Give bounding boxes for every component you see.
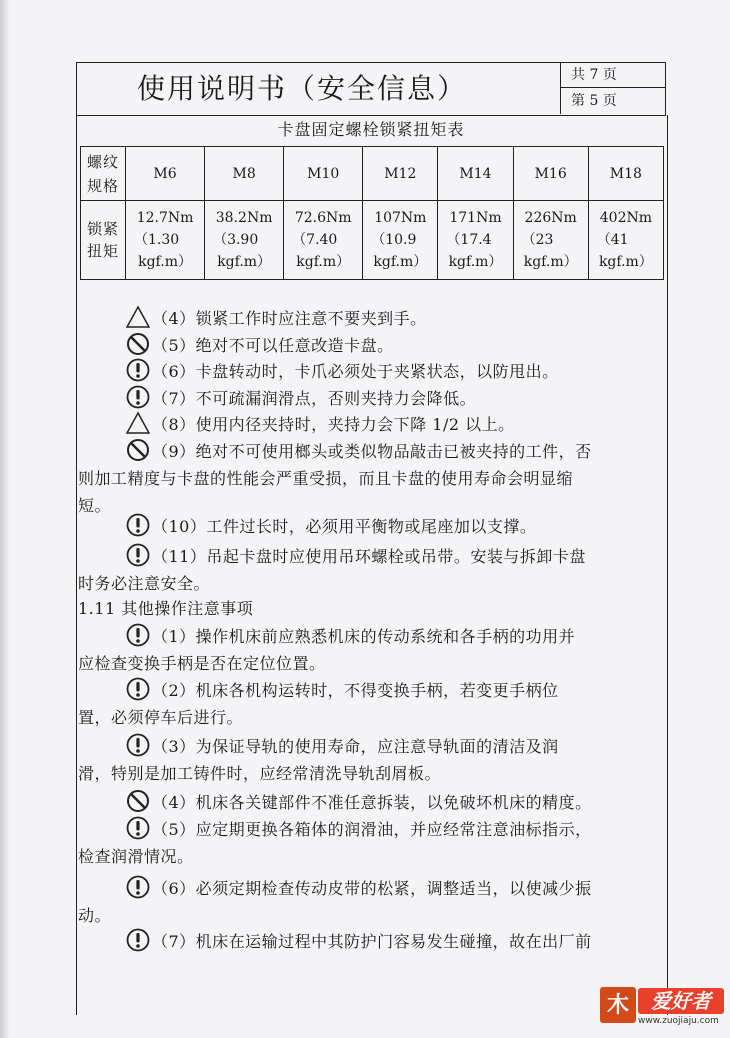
torque-table xyxy=(80,146,664,280)
caution-triangle-icon xyxy=(126,305,150,329)
list-item-line xyxy=(78,543,664,570)
list-item-line xyxy=(78,733,664,760)
torque-kgf: （10.9 xyxy=(371,232,417,248)
mandatory-exclamation-icon xyxy=(126,623,150,647)
watermark-mark: 木 xyxy=(600,987,636,1023)
mandatory-exclamation-icon xyxy=(126,543,150,567)
torque-unit: kgf.m） xyxy=(138,254,192,270)
list-item-continuation: 置，必须停车后进行。 xyxy=(78,708,244,727)
list-item-line xyxy=(78,358,664,385)
list-item xyxy=(78,438,664,519)
list-item xyxy=(78,733,664,787)
torque-cell xyxy=(588,201,663,280)
list-item-line xyxy=(78,438,664,465)
list-item-line xyxy=(78,513,664,540)
list-item xyxy=(78,677,664,731)
list-item xyxy=(78,332,664,359)
mandatory-exclamation-icon xyxy=(126,875,150,899)
list-item-continuation: 滑，特别是加工铸件时，应经常清洗导轨刮屑板。 xyxy=(78,764,442,783)
list-item xyxy=(78,928,664,955)
table-title: 卡盘固定螺栓锁紧扭矩表 xyxy=(277,120,465,139)
row-header-torque: 锁紧扭矩 xyxy=(81,201,126,280)
torque-nm: 171Nm xyxy=(449,210,502,226)
list-item-continuation: 检查润滑情况。 xyxy=(78,847,194,866)
torque-unit: kgf.m） xyxy=(598,254,653,270)
list-item-line xyxy=(78,623,664,650)
list-item-continuation: 则加工精度与卡盘的性能会严重受损，而且卡盘的使用寿命会明显缩 xyxy=(78,469,574,488)
list-item xyxy=(78,789,664,816)
mandatory-exclamation-icon xyxy=(126,513,150,537)
list-item-continuation: 应检查变换手柄是否在定位位置。 xyxy=(78,654,326,673)
torque-kgf: （3.90 xyxy=(213,232,259,248)
torque-nm: 226Nm xyxy=(524,210,577,226)
list-item-text: （2）机床各机构运转时，不得变换手柄，若变更手柄位 xyxy=(152,681,559,700)
list-item-text: （6）卡盘转动时，卡爪必须处于夹紧状态，以防甩出。 xyxy=(152,362,559,381)
torque-cell xyxy=(205,201,284,280)
list-item xyxy=(78,358,664,385)
torque-kgf: （1.30 xyxy=(134,232,180,248)
table-row-specs xyxy=(81,147,664,201)
spec-cell: M14 xyxy=(438,147,513,201)
list-item xyxy=(78,305,664,332)
list-item-text: （7）不可疏漏润滑点，否则夹持力会降低。 xyxy=(152,389,477,408)
list-item xyxy=(78,623,664,677)
list-item xyxy=(78,411,664,438)
list-item-text: （5）应定期更换各箱体的润滑油，并应经常注意油标指示， xyxy=(152,820,592,839)
document-header xyxy=(76,62,666,116)
mandatory-exclamation-icon xyxy=(126,385,150,409)
watermark-name: 爱好者 xyxy=(638,988,724,1014)
torque-unit: kgf.m） xyxy=(523,254,578,270)
current-page: 第 5 页 xyxy=(571,93,617,109)
list-item-line xyxy=(78,875,664,902)
torque-unit: kgf.m） xyxy=(373,254,428,270)
list-item-text: （6）必须定期检查传动皮带的松紧，调整适当，以使减少振 xyxy=(152,879,592,898)
prohibited-icon xyxy=(126,332,150,356)
torque-nm: 72.6Nm xyxy=(294,210,352,226)
torque-cell xyxy=(438,201,513,280)
list-item-continuation: 短。 xyxy=(78,496,112,515)
list-item-text: （8）使用内径夹持时，夹持力会下降 1/2 以上。 xyxy=(152,415,515,434)
list-item-text: （5）绝对不可以任意改造卡盘。 xyxy=(152,336,394,355)
list-item-text: （7）机床在运输过程中其防护门容易发生碰撞，故在出厂前 xyxy=(152,932,592,951)
caution-triangle-icon xyxy=(126,411,150,435)
torque-cell xyxy=(513,201,588,280)
list-item-text: （3）为保证导轨的使用寿命，应注意导轨面的清洁及润 xyxy=(152,737,559,756)
list-item-line xyxy=(78,411,664,438)
list-item-text: （4）机床各关键部件不准任意拆装，以免破坏机床的精度。 xyxy=(152,793,592,812)
torque-unit: kgf.m） xyxy=(448,254,503,270)
torque-unit: kgf.m） xyxy=(217,254,272,270)
list-item xyxy=(78,816,664,870)
torque-cell xyxy=(126,201,205,280)
prohibited-icon xyxy=(126,789,150,813)
list-item-line xyxy=(78,789,664,816)
torque-kgf: （7.40 xyxy=(292,232,338,248)
spec-cell: M8 xyxy=(205,147,284,201)
spec-cell: M12 xyxy=(363,147,438,201)
row-header-spec: 螺纹规格 xyxy=(81,147,126,201)
list-item xyxy=(78,385,664,412)
watermark-logo xyxy=(600,985,730,1038)
torque-kgf: （23 xyxy=(521,232,554,248)
list-item-line xyxy=(78,928,664,955)
torque-cell xyxy=(363,201,438,280)
list-item-line xyxy=(78,385,664,412)
mandatory-exclamation-icon xyxy=(126,816,150,840)
mandatory-exclamation-icon xyxy=(126,677,150,701)
list-item-text: （11）吊起卡盘时应使用吊环螺栓或吊带。安装与拆卸卡盘 xyxy=(152,547,586,566)
list-item-text: （9）绝对不可使用榔头或类似物品敲击已被夹持的工件，否 xyxy=(152,442,592,461)
torque-nm: 38.2Nm xyxy=(215,210,273,226)
list-item-line xyxy=(78,816,664,843)
torque-nm: 107Nm xyxy=(374,210,427,226)
list-item-continuation: 动。 xyxy=(78,906,112,925)
spec-cell: M10 xyxy=(284,147,363,201)
list-item xyxy=(78,513,664,540)
spec-cell: M18 xyxy=(588,147,663,201)
torque-cell xyxy=(284,201,363,280)
total-pages: 共 7 页 xyxy=(561,63,665,88)
list-item-line xyxy=(78,332,664,359)
list-item xyxy=(78,875,664,929)
list-item-line xyxy=(78,305,664,332)
document-title: 使用说明书（安全信息） xyxy=(77,63,561,114)
list-item-text: （4）锁紧工作时应注意不要夹到手。 xyxy=(152,309,427,328)
spec-cell: M16 xyxy=(513,147,588,201)
watermark-url: www.zuojiaju.com xyxy=(638,1016,719,1026)
mandatory-exclamation-icon xyxy=(126,733,150,757)
mandatory-exclamation-icon xyxy=(126,928,150,952)
torque-nm: 12.7Nm xyxy=(136,210,194,226)
torque-kgf: （41 xyxy=(596,232,629,248)
spec-cell: M6 xyxy=(126,147,205,201)
torque-kgf: （17.4 xyxy=(446,232,492,248)
torque-nm: 402Nm xyxy=(599,210,652,226)
list-item-line xyxy=(78,677,664,704)
list-item-continuation: 时务必注意安全。 xyxy=(78,574,211,593)
table-row-torques xyxy=(81,201,664,280)
page-edge-shadow xyxy=(0,0,10,1038)
list-item-text: （10）工件过长时，必须用平衡物或尾座加以支撑。 xyxy=(152,517,537,536)
torque-unit: kgf.m） xyxy=(296,254,351,270)
mandatory-exclamation-icon xyxy=(126,358,150,382)
section-heading: 1.11 其他操作注意事项 xyxy=(78,599,254,618)
list-item xyxy=(78,543,664,597)
prohibited-icon xyxy=(126,438,150,462)
list-item-text: （1）操作机床前应熟悉机床的传动系统和各手柄的功用并 xyxy=(152,627,576,646)
